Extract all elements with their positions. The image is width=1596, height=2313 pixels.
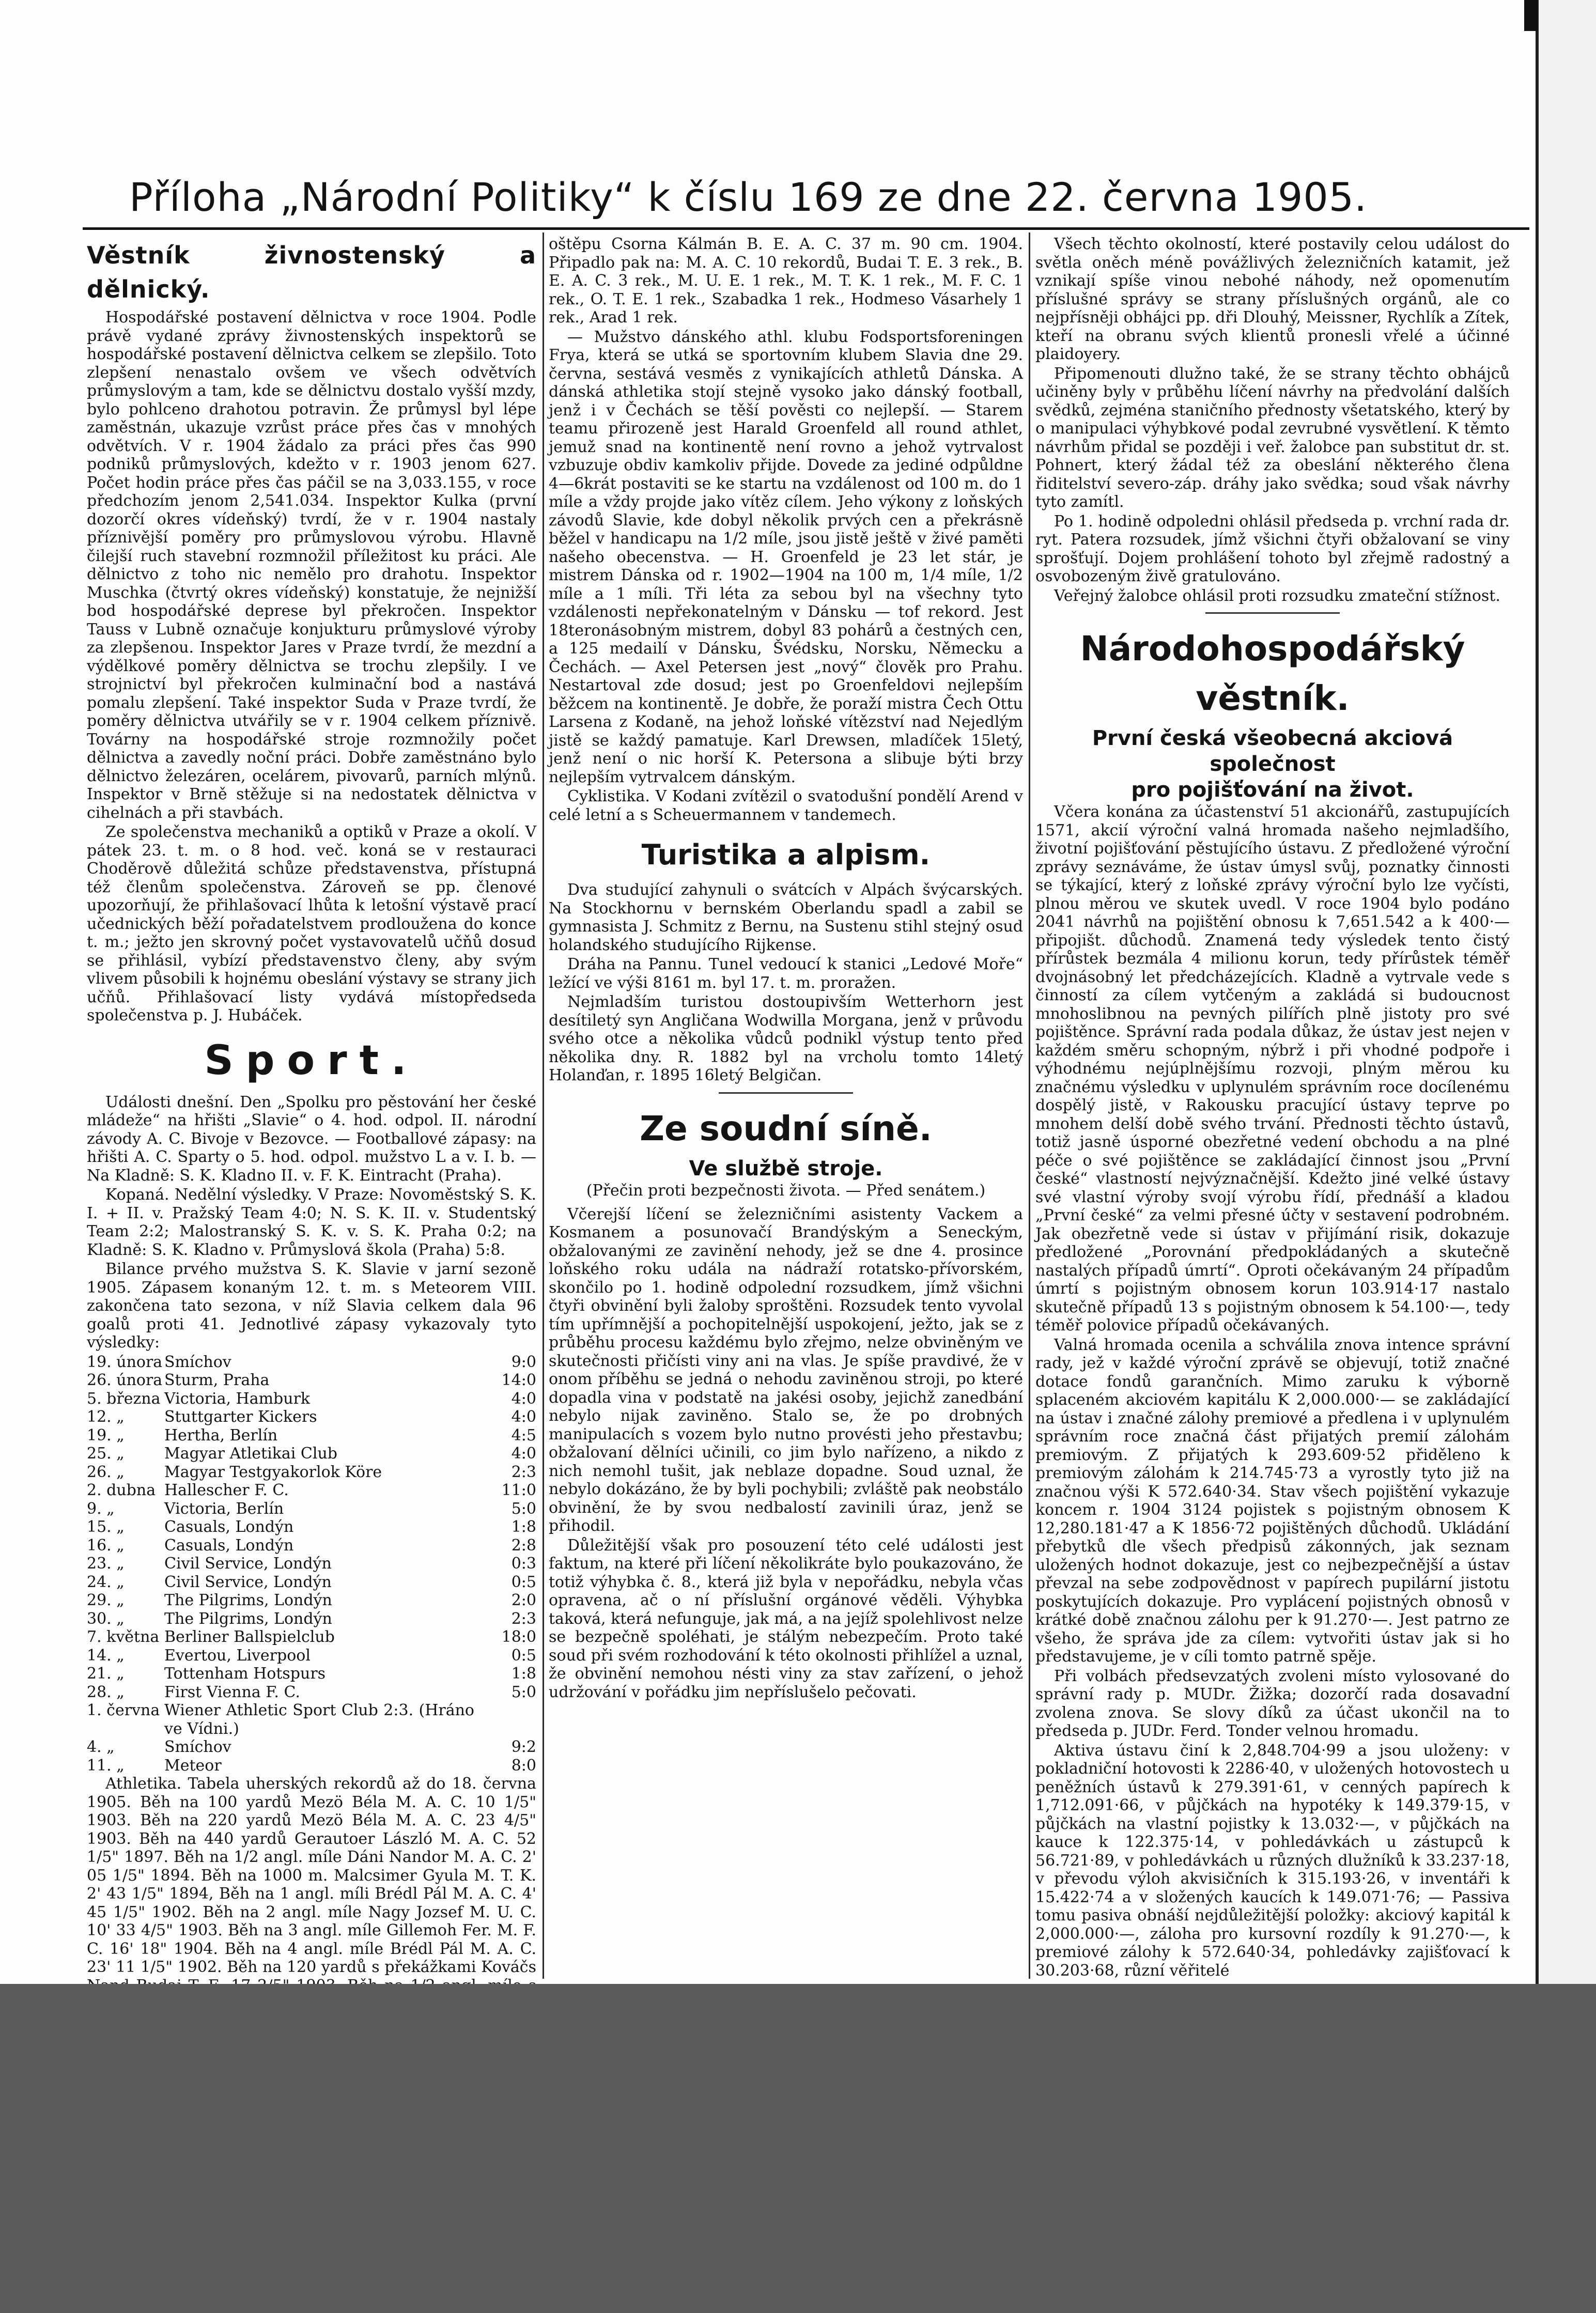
result-row: 30. „ The Pilgrims, Londýn 2:3 bbox=[87, 1609, 536, 1628]
result-row: 7. května Berliner Ballspielclub 18:0 bbox=[87, 1628, 536, 1646]
article-paragraph: Připomenouti dlužno také, že se strany těchto obhájců učiněny byly v průběhu líčení návrhy na předvolání dalších svědků, zejména staničního přednosty všetatského, který by o manipulaci výhybkové podal zevrubné vysvětlení. K těmto návrhům přidal se později i veř. žalobce pan substitut dr. st. Pohnert, který žádal též za obeslání některého člena řiditelství severo-záp. dráhy jako svědka; soud však návrhy tyto zamítl. bbox=[1035, 364, 1510, 511]
result-row: 26. „ Magyar Testgyakorlok Köre 2:3 bbox=[87, 1463, 536, 1481]
article-paragraph: Dva studující zahynuli o svátcích v Alpách švýcarských. Na Stockhornu v bernském Oberlandu spadl a zabil se gymnasista J. Schmitz z Bernu, na Sustenu stihl stejný osud holandského studujícího Rijkense. bbox=[549, 881, 1023, 954]
result-row: 5. března Victoria, Hamburk 4:0 bbox=[87, 1389, 536, 1408]
result-row: 16. „ Casuals, Londýn 2:8 bbox=[87, 1536, 536, 1555]
separator-rule bbox=[719, 1092, 853, 1094]
article-paragraph: Včera konána za účastenství 51 akcionářů, zastupujících 1571, akcií výroční valná hromada našeho nejmladšího, životní pojišťování pěstujícího ústavu. Z předložené výroční zprávy seznáváme, že ústav úmysl svůj, poznatky činnosti se týkající, který z loňské zprávy výroční bylo lze vyčísti, plnou měrou ve skutek uvedl. V roce 1904 bylo podáno 2041 návrhů na pojištění obnosu k 7,651.542 a k 400·— připojišt. důchodů. Znamená tedy výsledek tento čistý přírůstek bezmála 4 milionu korun, tedy přírůstek téměř dvojnásobný let předcházejících. Kladně a vytrvale vede s činností za cílem vytčeným a zakládá si budoucnost mnohoslibnou na pevných pilířích plně jistoty pro své pojištěnce. Správní rada podala důkaz, že ústav jest nejen v každém směru schopným, nýbrž i při vhodné podpoře i výhodnému nejúplnějšímu rozvoji, plným měrou ku značnému výsledku v uplynulém správním roce docílenému dospělý jistě, v Rakousku pracující ústavy teprve po mnohem delší době svého trvání. Přednosti těchto ústavů, totiž jasně úsporné obezřetné vedení obchodu a na plné péče o své pojištěnce se zakládající činnost jsou „První české“ vlastností nejvýznačnější. Kdežto jiné velké ústavy své vlastní výroby svojí výrobu řídí, přednáší a kladou „První české“ za velmi přesné účty v sestavení podrobném. Jak obezřetně vede si ústav v přijímání risik, dokazuje předložené „Porovnání předpokládaných a skutečně nastalých případů úmrtí“. Oproti očekávaným 24 případům úmrtí s pojistným obnosem korun 103.914·17 nastalo skutečně případů 13 s pojistným obnosem k 54.100·—, tedy téměř polovice případů očekávaných. bbox=[1035, 803, 1510, 1334]
corner-mark bbox=[1524, 0, 1538, 31]
column-2 bbox=[549, 235, 1023, 1981]
section-heading-soudni-sin: Ze soudní síně. bbox=[640, 1108, 932, 1148]
separator-rule bbox=[1205, 612, 1340, 614]
article-paragraph: Důležitější však pro posouzení této celé události jest faktum, na které při líčení několikráte bylo poukazováno, že totiž výhybka č. 8., která již byla v nepořádku, nebyla včas opravena, ač o ní příslušní orgánové věděli. Výhybka taková, která nefunguje, jak má, a na jejíž spolehlivost nelze se bezpečně spoléhati, je stálým nebezpečím. Proto také soud při svém rozhodování k této okolnosti přihlížel a uznal, že obvinění nemohou nésti viny za stav zařízení, o jehož udržování v pořádku jim nepříslušelo pečovati. bbox=[549, 1536, 1023, 1701]
article-paragraph: Athletika. Tabela uherských rekordů až do 18. června 1905. Běh na 100 yardů Mezö Béla M. A. C. 10 1/5" 1903. Běh na 220 yardů Mezö Béla M. A. C. 23 4/5" 1903. Běh na 440 yardů Gerautoer László M. A. C. 52 1/5" 1897. Běh na 1/2 angl. míle Dáni Nandor M. A. C. 2' 05 1/5" 1894. Běh na 1000 m. Malcsimer Gyula M. T. K. 2' 43 1/5" 1894, Běh na 1 angl. míli Brédl Pál M. A. C. 4' 45 1/5" 1902. Běh na 2 angl. míle Nagy Jozsef M. U. C. 10' 33 4/5" 1903. Běh na 3 angl. míle Gillemoh Fer. M. F. C. 16' 18" 1904. Běh na 4 angl. míle Brédl Pál M. A. C. 23' 11 1/5" 1902. Běh na 120 yardů s překážkami Kováčs bbox=[87, 1775, 536, 1976]
article-subheading: pro pojišťování na život. bbox=[1131, 778, 1414, 802]
result-row: 24. „ Civil Service, Londýn 0:5 bbox=[87, 1573, 536, 1591]
result-row: 25. „ Magyar Atletikai Club 4:0 bbox=[87, 1445, 536, 1463]
result-row: 12. „ Stuttgarter Kickers 4:0 bbox=[87, 1408, 536, 1426]
article-paragraph: Ze společenstva mechaniků a optiků v Praze a okolí. V pátek 23. t. m. o 8 hod. več. koná se v restauraci Choděrově důležitá schůze představenstva, přístupná též členům společenstva. Zároveň se pp. členové upozorňují, že přihlašovací lhůta k letošní výstavě prací učednických běží pořadatelstvem prodloužena do konce t. m.; ježto jen skrovný počet vystavovatelů učňů dosud se přihlásil, vybízí představenstvo členy, aby svým vlivem působili k hojnému obeslání výstavy se strany jich učňů. Přihlašovací listy vydává místopředseda společenstva p. J. Hubáček. bbox=[87, 823, 536, 1024]
result-row: 14. „ Evertou, Liverpool 0:5 bbox=[87, 1646, 536, 1665]
section-heading-zivnostensky: Věstník živnostenský a dělnický. bbox=[87, 241, 536, 303]
article-subheading: Ve službě stroje. bbox=[689, 1156, 883, 1181]
result-row: 28. „ First Vienna F. C. 5:0 bbox=[87, 1683, 536, 1701]
result-row: 9. „ Victoria, Berlín 5:0 bbox=[87, 1499, 536, 1518]
article-paragraph: Události dnešní. Den „Spolku pro pěstování her české mládeže“ na hřišti „Slavie“ o 4. hod. odpol. II. národní závody A. C. Bivoje v Bezovce. — Footballové zápasy: na hřišti A. C. Sparty o 5. hod. odpol. mužstvo L a v. I. b. — Na Kladně: S. K. Kladno II. v. F. K. Eintracht (Praha). bbox=[87, 1093, 536, 1185]
article-paragraph: Hospodářské postavení dělnictva v roce 1904. Podle právě vydané zprávy živnostenských inspektorů se hospodářské postavení dělnictva celkem se zlepšilo. Toto zlepšení nenastalo ovšem ve všech odvětvích průmyslovým a tam, kde se dělnictvu dostalo vyšší mzdy, bylo pohlceno drahotou potravin. Že průmysl byl lépe zaměstnán, ukazuje vzrůst práce přes čas v mnohých odvětvích. V r. 1904 žádalo za práci přes čas 990 podniků průmyslových, kdežto v r. 1903 jenom 627. Počet hodin práce přes čas páčil se na 3,033.155, v roce předchozím jenom 2,541.034. Inspektor Kulka (první dozorčí okres vídeňský) tvrdí, že v r. 1904 nastaly příznivější poměry pro průmyslovou výrobu. Hlavně čilejší ruch stavební rozmnožil příležitost ku práci. Ale dělnictvo z toho nic nemělo pro drahotu. Inspektor Muschka (čtvrtý okres vídeňský) konstatuje, že nejnižší bod hospodářské deprese byl překročen. Inspektor Tauss v Lubně označuje konjukturu průmyslové výroby za zlepšenou. Inspektor Jares v Praze tvrdí, že mezdní a výdělkové poměry dělnictva se trochu zlepšily. I ve strojnictví byl překročen kulminační bod a nastává pomalu zlepšení. Také inspektor Suda v Praze tvrdí, že poměry dělnictva utvářily se v r. 1904 celkem příznivě. Továrny na hospodářské stroje rozmnožily počet dělnictva a zavedly noční práci. Dobře zaměstnáno bylo dělnictvo železáren, ocelárem, pivovarů, parních mlýnů. Inspektor v Brně stěžuje si na nedostatek dělnictva v cihelnách a při stavbách. bbox=[87, 308, 536, 822]
article-paragraph: Dráha na Pannu. Tunel vedoucí k stanici „Ledové Moře“ ležící ve výši 8161 m. byl 17. t. m. proražen. bbox=[549, 955, 1023, 992]
result-row: 4. „ Smíchov 9:2 bbox=[87, 1738, 536, 1756]
result-row: 2. dubna Hallescher F. C. 11:0 bbox=[87, 1481, 536, 1499]
result-row: 29. „ The Pilgrims, Londýn 2:0 bbox=[87, 1591, 536, 1609]
result-row: 19. února Smíchov 9:0 bbox=[87, 1353, 536, 1371]
column-rule-1 bbox=[543, 232, 544, 1979]
article-paragraph: Včerejší líčení se železničními asistenty Vackem a Kosmanem a posunovačí Brandýským a Seneckým, obžalovanými ze zavinění nehody, jež se dne 4. prosince loňského roku udála na nádraží rotatsko-přívorském, skončilo po 1. hodině odpolední rozsudkem, jímž všichni čtyři obvinění byli žaloby sproštěni. Rozsudek tento vyvolal tím upřímnější a pochopitelnější uspokojení, ježto, jak se z průběhu procesu každému bylo zřejmo, nelze obviněným ve skutečnosti přičísti viny ani na vlas. Je spíše pravdivé, že v onom příběhu se jedná o nehodu zaviněnou stroji, po které dopadla vina v podstatě na jakési osoby, jejichž zanedbání nebylo nijak zaviněno. Stalo se, že po drobných manipulacích s vozem bylo nutno provésti jeho přestavbu; obžalovaní dělníci učinili, co jim bylo nařízeno, a nikdo z nich nemohl tušit, jak neblaze dopadne. Soud uznal, že nebylo dokázáno, že by byli pochybili; zvláště pak neobstálo obvinění, že by svou nedbalostí zavinili úraz, jenž se přihodil. bbox=[549, 1205, 1023, 1535]
article-subtitle: (Přečin proti bezpečnosti života. — Před senátem.) bbox=[586, 1181, 986, 1200]
article-paragraph: Valná hromada ocenila a schválila znova intence správní rady, jež v každé výroční zprávě se objevují, totiž značné dotace fondů garančních. Mimo zaruku k výborně splaceném akciovém kapitálu K 2,000.000·— se zakládající na ústav i značné zálohy premiové a předlena i v uplynulém správním roce značná část přijatých premií zálohám premiovým. Z přijatých k 293.609·52 přiděleno k premiovým zálohám k 214.745·73 a vyrostly tyto již na značnou výši K 572.640·34. Stav všech pojištění vykazuje koncem r. 1904 3124 pojistek s pojistným obnosem K 12,280.181·47 a K 1856·72 pojištěných důchodů. Ukládání přebytků dle všech předpisů zákonných, jak seznam uložených hodnot dokazuje, jest co nejbezpečnější a ústav převzal na sebe zodpovědnost v papírech pupilární jistotu poskytujících dokazuje. Pro vyplácení pojistných obnosů v krátké době značnou zálohu per k 91.270·—. Jest patrno ze všeho, že správa jde za cílem: vytvořiti ústav jak si ho představujeme, je v cíli tomto patrně spěje. bbox=[1035, 1336, 1510, 1666]
article-paragraph: Při volbách předsevzatých zvoleni místo vylosované do správní rady p. MUDr. Žižka; dozorčí rada dosavadní zvolena znova. Se slovy díků za účast ukončil na to předseda p. JUDr. Ferd. Tonder velnou hromadu. bbox=[1035, 1667, 1510, 1740]
result-row: 11. „ Meteor 8:0 bbox=[87, 1756, 536, 1775]
article-paragraph: Veřejný žalobce ohlásil proti rozsudku zmateční stížnost. bbox=[1054, 586, 1500, 605]
article-paragraph: Všech těchto okolností, které postavily celou událost do světla oněch méně povážlivých železničních katamit, jež vznikají spíše vinou nebohé náhody, než opomenutím příslušné správy se strany příslušných orgánů, ale co nejpřísněji obhájci pp. dři Dlouhý, Meissner, Rychlík a Zítek, kteří na obranu svých klientů pronesli vřelé a účinné plaidoyery. bbox=[1035, 235, 1510, 363]
result-row: 1. června Wiener Athletic Sport Club 2:3. (Hráno ve Vídni.) bbox=[87, 1701, 474, 1738]
result-row: 26. února Sturm, Praha 14:0 bbox=[87, 1371, 536, 1389]
scan-background-band bbox=[0, 1984, 1596, 2313]
article-subheading: První česká všeobecná akciová společnost bbox=[1092, 726, 1453, 776]
article-paragraph: Po 1. hodině odpoledni ohlásil předseda p. vrchní rada dr. ryt. Patera rozsudek, jímž všichni čtyři obžalovaní se viny sprošťují. Dojem prohlášení tohoto byl zřejmě radostný a osvobozeným živě gratulováno. bbox=[1035, 512, 1510, 585]
result-row: 21. „ Tottenham Hotspurs 1:8 bbox=[87, 1665, 536, 1683]
result-row: 23. „ Civil Service, Londýn 0:3 bbox=[87, 1555, 536, 1573]
result-row: 15. „ Casuals, Londýn 1:8 bbox=[87, 1518, 536, 1536]
result-row: 19. „ Hertha, Berlín 4:5 bbox=[87, 1426, 536, 1445]
page-edge-margin bbox=[1537, 0, 1596, 1984]
article-paragraph: Bilance prvého mužstva S. K. Slavie v jarní sezoně 1905. Zápasem konaným 12. t. m. s Meteorem VIII. zakončena tato sezona, v níž Slavia celkem dala 96 goalů proti 41. Jednotlivé zápasy vykazovaly tyto výsledky: bbox=[87, 1260, 536, 1352]
article-paragraph: Aktiva ústavu činí k 2,848.704·99 a jsou uloženy: v pokladniční hotovosti k 2286·40, v uložených hotovostech u peněžních ústavů k 279.391·61, v cenných papírech k 1,712.091·66, v půjčkách na hypotéky k 149.379·15, v půjčkách na vlastní pojistky k 13.032·—, v půjčkách na kauce k 122.375·14, v pohledávkách u zástupců k 56.721·89, v pohledávkách u různých dlužníků k 33.237·18, v převodu výloh akvisičních k 315.193·26, v inventáři k 15.422·74 a v složených kaucích k 149.071·76; — Passiva tomu pasiva obnáší nejdůležitější položky: akciový kapitál k 2,000.000·—, záloha pro kursovní rozdíly k 91.270·—, k premiové zálohy k 572.640·34, pohledávky zajišťovací k 30.203·68, různí věřitelé bbox=[1035, 1741, 1510, 1980]
article-paragraph: Kopaná. Nedělní výsledky. V Praze: Novoměstský S. K. I. + II. v. Pražský Team 4:0; N. S. K. II. v. Studentský Team 2:2; Malostranský S. K. v. S. K. Praha 0:2; na Kladně: S. K. Kladno v. Průmyslová škola (Praha) 5:8. bbox=[87, 1186, 536, 1259]
article-paragraph: Cyklistika. V Kodani zvítězil o svatodušní pondělí Arend v celé letní a s Scheuermannem v tandemech. bbox=[549, 787, 1023, 824]
section-heading-narodohospodarsky: Národohospodářský věstník. bbox=[1080, 629, 1465, 718]
column-3 bbox=[1035, 235, 1510, 1981]
results-table bbox=[87, 1353, 536, 1775]
section-heading-turistika: Turistika a alpism. bbox=[641, 839, 931, 871]
article-paragraph: — Mužstvo dánského athl. klubu Fodsportsforeningen Frya, která se utká se sportovním klubem Slavia dne 29. června, sestává vesměs z vynikajících athletů Dánska. A dánská athletika stojí stejně vysoko jako dánský football, jenž i v Čechách se těší pověsti co nejlepší. — Starem teamu přirozeně jest Harald Groenfeld all round athlet, jemuž snad na kontinentě není rovno a jehož vytrvalost vzbuzuje obdiv kamkoliv přijde. Dovede za jediné odpůldne 4—6krát postaviti se ke startu na vzdálenost od 100 m. do 1 míle a vždy projde jako vítěz cílem. Jeho výkony z loňských závodů Slavie, kde dobyl několik prvých cen a překrásně běžel v handicapu na 1/2 míle, jsou jistě ještě v živé paměti našeho obecenstva. — H. Groenfeld je 23 let stár, je mistrem Dánska od r. 1902—1904 na 100 m, 1/4 míle, 1/2 míle a 1 míli. Tři léta za sebou byl na všechny tyto vzdálenosti nepřekonatelným v Dánsku — tof rekord. Jest 18teronásobným mistrem, dobyl 83 pohárů a čestných cen, a 125 medailí v Dánsku, Švédsku, Norsku, Německu a Čechách. — Axel Petersen jest „nový“ člověk pro Prahu. Nestartoval zde dosud; jest po Groenfeldovi nejlepším běžcem na kontinentě. Je dobře, že poraží mistra Čech Ottu Larsena z Kodaně, na jehož loňské vítězství nad Nejedlým jistě se každý pamatuje. Karl Drewsen, mladíček 15letý, jenž není o nic horší K. Petersona a slibuje býti brzy nejlepším vytrvalcem dánským. bbox=[549, 328, 1023, 786]
page-edge-line bbox=[1536, 0, 1539, 1984]
section-heading-sport: Sport. bbox=[204, 1037, 419, 1084]
page-title: Příloha „Národní Politiky“ k číslu 169 ze dne 22. června 1905. bbox=[129, 174, 1368, 220]
column-rule-2 bbox=[1029, 232, 1030, 1979]
header-rule bbox=[83, 227, 1529, 230]
article-paragraph: Nejmladším turistou dostoupivším Wetterhorn jest desítiletý syn Angličana Wodwilla Morgana, jenž v průvodu svého otce a několika vůdců podnikl výstup tento před několika dny. R. 1882 byl na vrcholu tomto 14letý Holanďan, r. 1895 16letý Belgičan. bbox=[549, 993, 1023, 1084]
article-paragraph: oštěpu Csorna Kálmán B. E. A. C. 37 m. 90 cm. 1904. Připadlo pak na: M. A. C. 10 rekordů, Budai T. E. 3 rek., B. E. A. C. 3 rek., M. U. E. 1 rek., M. T. K. 1 rek., M. F. C. 1 rek., O. T. E. 1 rek., Szabadka 1 rek., Hodmeso Vásarhely 1 rek., Arad 1 rek. bbox=[549, 235, 1023, 327]
column-1 bbox=[87, 235, 536, 1981]
